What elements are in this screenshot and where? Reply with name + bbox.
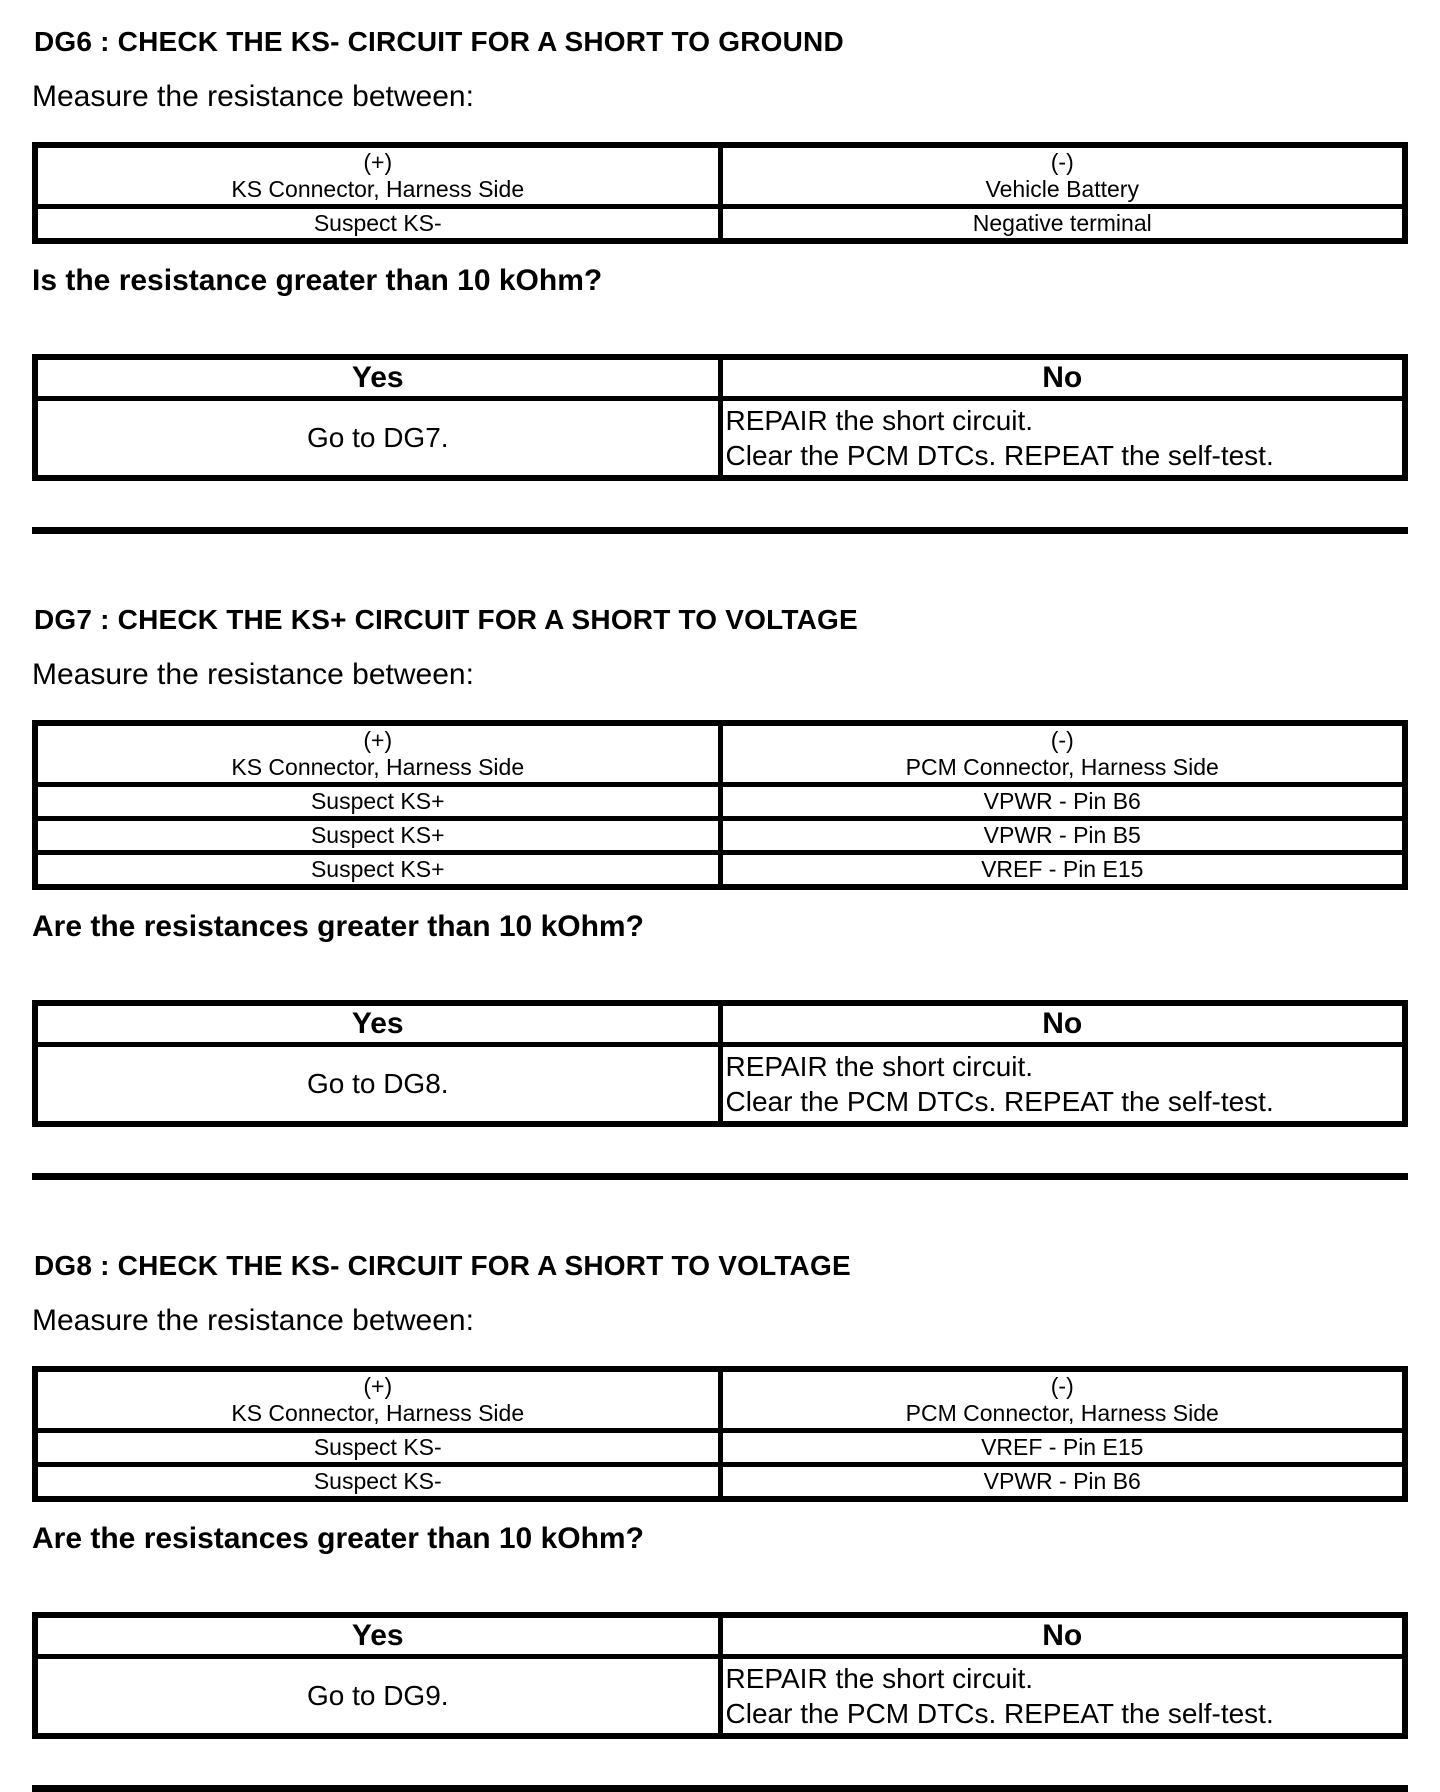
- measurement-header-positive: [35, 723, 720, 785]
- polarity-negative-label: (-): [1050, 727, 1074, 753]
- connector-negative-label: PCM Connector, Harness Side: [905, 754, 1219, 780]
- decision-body-row: [35, 1045, 1405, 1125]
- no-action-line: Clear the PCM DTCs. REPEAT the self-test.: [725, 1698, 1274, 1729]
- instruction-text: Measure the resistance between:: [32, 1304, 474, 1337]
- no-header: No: [720, 1615, 1405, 1657]
- no-action-cell: [720, 1045, 1405, 1125]
- decision-header-row: [35, 1003, 1405, 1045]
- measurement-header-row: [35, 723, 1405, 785]
- connector-negative-label: Vehicle Battery: [985, 176, 1139, 202]
- section-heading: DG8 : CHECK THE KS- CIRCUIT FOR A SHORT TO VOLTAGE: [34, 1250, 851, 1281]
- polarity-positive-label: (+): [363, 1373, 393, 1399]
- measurement-cell-negative: VREF - Pin E15: [720, 853, 1405, 888]
- measurement-row: [35, 785, 1405, 819]
- decision-body-row: [35, 399, 1405, 479]
- yes-header: Yes: [35, 1003, 720, 1045]
- decision-table: [32, 1000, 1408, 1127]
- measurement-cell-negative: VPWR - Pin B6: [720, 1465, 1405, 1500]
- section-dg7: [32, 604, 1408, 1180]
- section-dg8: [32, 1250, 1408, 1792]
- question-text: Is the resistance greater than 10 kOhm?: [32, 264, 603, 297]
- measurement-cell-negative: VPWR - Pin B5: [720, 819, 1405, 853]
- polarity-positive-label: (+): [363, 149, 393, 175]
- yes-action-cell: Go to DG7.: [35, 399, 720, 479]
- decision-table: [32, 1612, 1408, 1739]
- instruction-text: Measure the resistance between:: [32, 658, 474, 691]
- instruction-text: Measure the resistance between:: [32, 80, 474, 113]
- yes-action-cell: Go to DG9.: [35, 1657, 720, 1737]
- measurement-row: [35, 1431, 1405, 1465]
- yes-action-cell: Go to DG8.: [35, 1045, 720, 1125]
- no-action-line: REPAIR the short circuit.: [725, 405, 1034, 436]
- measurement-header-row: [35, 145, 1405, 207]
- connector-positive-label: KS Connector, Harness Side: [231, 754, 525, 780]
- no-header: No: [720, 357, 1405, 399]
- section-divider: [32, 1785, 1408, 1792]
- measurement-table: [32, 720, 1408, 890]
- question-text: Are the resistances greater than 10 kOhm?: [32, 910, 644, 943]
- section-heading: DG6 : CHECK THE KS- CIRCUIT FOR A SHORT TO GROUND: [34, 26, 844, 57]
- no-action-line: Clear the PCM DTCs. REPEAT the self-test.: [725, 1086, 1274, 1117]
- measurement-cell-negative: Negative terminal: [720, 207, 1405, 242]
- polarity-negative-label: (-): [1050, 1373, 1074, 1399]
- measurement-header-row: [35, 1369, 1405, 1431]
- polarity-negative-label: (-): [1050, 149, 1074, 175]
- measurement-cell-positive: Suspect KS-: [35, 1431, 720, 1465]
- measurement-cell-positive: Suspect KS+: [35, 785, 720, 819]
- measurement-cell-positive: Suspect KS+: [35, 853, 720, 888]
- section-dg6: [32, 26, 1408, 534]
- measurement-cell-positive: Suspect KS-: [35, 1465, 720, 1500]
- decision-header-row: [35, 357, 1405, 399]
- no-action-line: Clear the PCM DTCs. REPEAT the self-test.: [725, 440, 1274, 471]
- measurement-row: [35, 207, 1405, 242]
- section-heading: DG7 : CHECK THE KS+ CIRCUIT FOR A SHORT TO VOLTAGE: [34, 604, 858, 635]
- section-divider: [32, 1173, 1408, 1180]
- measurement-header-positive: [35, 145, 720, 207]
- measurement-header-negative: [720, 145, 1405, 207]
- no-action-cell: [720, 399, 1405, 479]
- measurement-table: [32, 142, 1408, 244]
- decision-table: [32, 354, 1408, 481]
- connector-negative-label: PCM Connector, Harness Side: [905, 1400, 1219, 1426]
- connector-positive-label: KS Connector, Harness Side: [231, 1400, 525, 1426]
- measurement-row: [35, 853, 1405, 888]
- yes-header: Yes: [35, 357, 720, 399]
- connector-positive-label: KS Connector, Harness Side: [231, 176, 525, 202]
- section-divider: [32, 527, 1408, 534]
- measurement-cell-negative: VREF - Pin E15: [720, 1431, 1405, 1465]
- measurement-header-positive: [35, 1369, 720, 1431]
- decision-header-row: [35, 1615, 1405, 1657]
- measurement-cell-negative: VPWR - Pin B6: [720, 785, 1405, 819]
- no-action-cell: [720, 1657, 1405, 1737]
- measurement-cell-positive: Suspect KS-: [35, 207, 720, 242]
- measurement-header-negative: [720, 723, 1405, 785]
- measurement-table: [32, 1366, 1408, 1502]
- question-text: Are the resistances greater than 10 kOhm?: [32, 1522, 644, 1555]
- decision-body-row: [35, 1657, 1405, 1737]
- yes-header: Yes: [35, 1615, 720, 1657]
- no-action-line: REPAIR the short circuit.: [725, 1663, 1034, 1694]
- measurement-cell-positive: Suspect KS+: [35, 819, 720, 853]
- measurement-header-negative: [720, 1369, 1405, 1431]
- no-action-line: REPAIR the short circuit.: [725, 1051, 1034, 1082]
- measurement-row: [35, 1465, 1405, 1500]
- no-header: No: [720, 1003, 1405, 1045]
- polarity-positive-label: (+): [363, 727, 393, 753]
- measurement-row: [35, 819, 1405, 853]
